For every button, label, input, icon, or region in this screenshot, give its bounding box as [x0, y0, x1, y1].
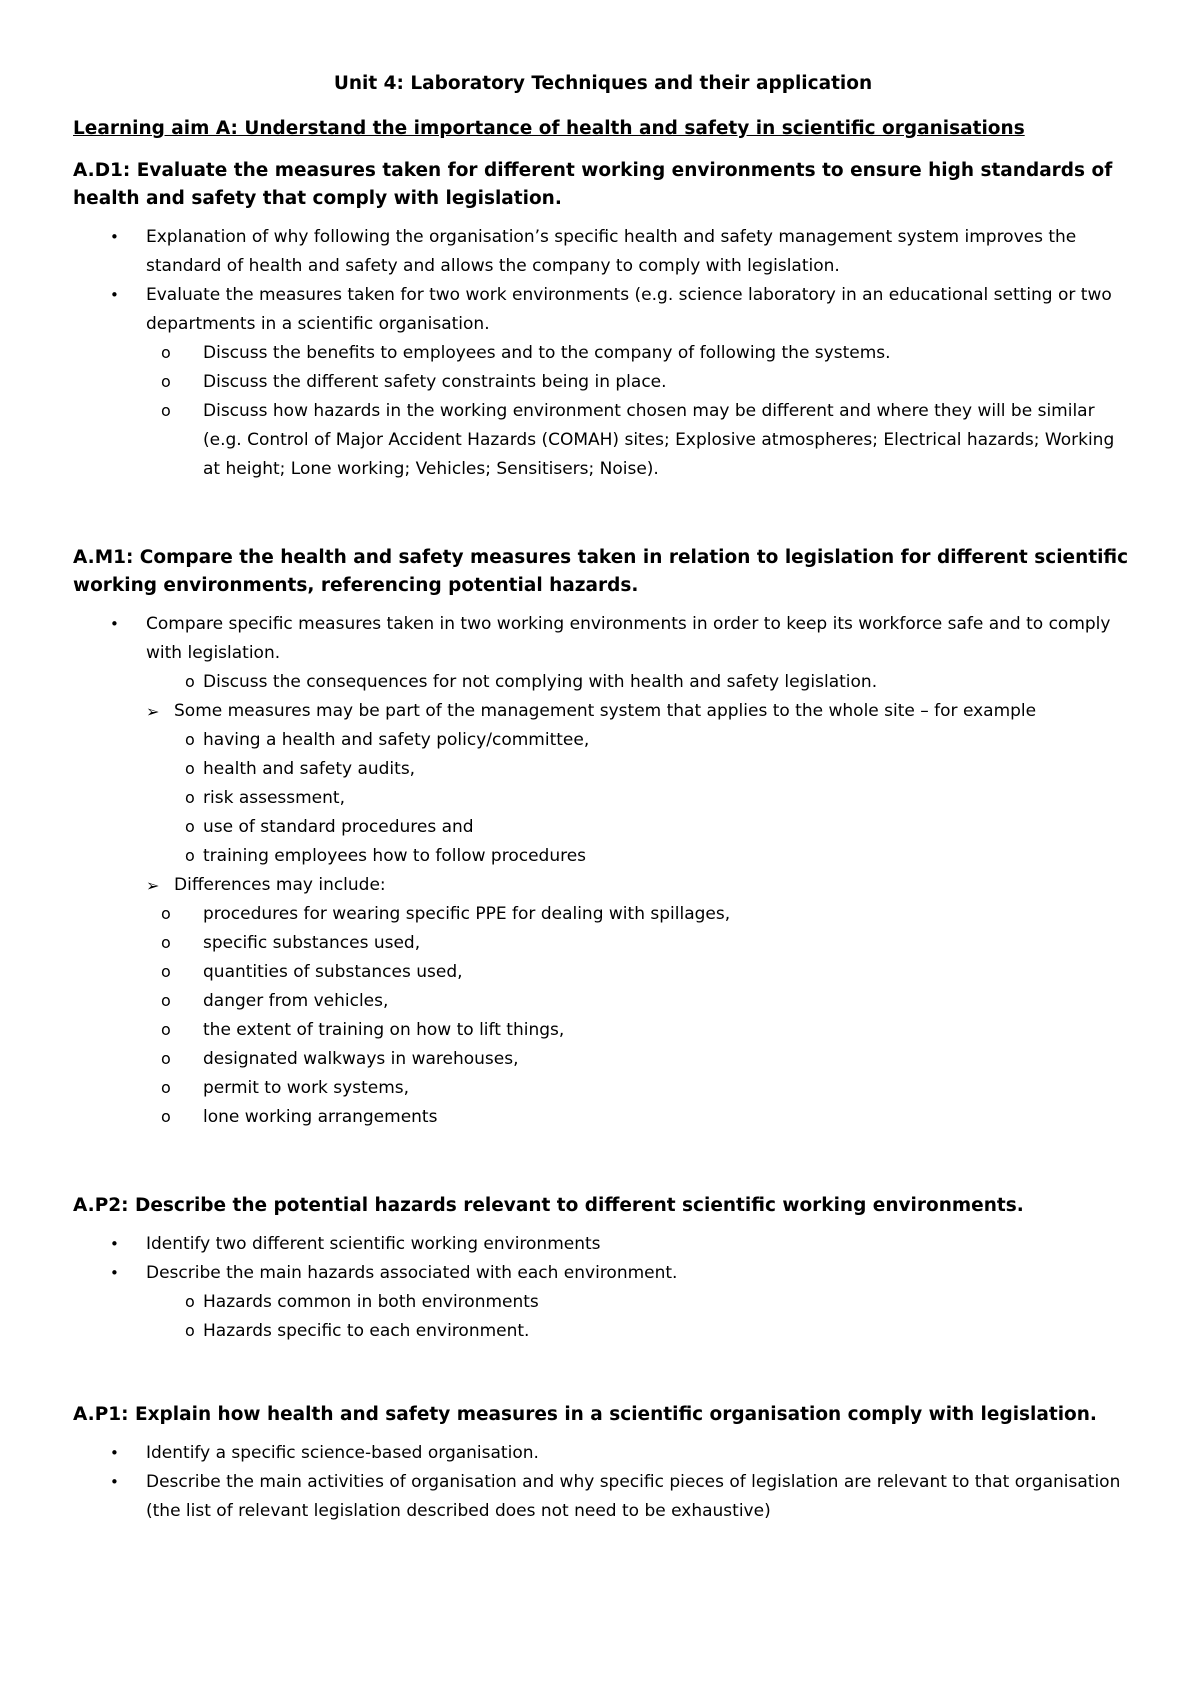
list-item-text: Identify two different scientific working environments	[146, 1234, 601, 1254]
list-item-text: danger from vehicles,	[203, 991, 389, 1011]
bullet-icon: •	[110, 228, 119, 246]
list-item-text: Hazards common in both environments	[203, 1292, 539, 1312]
circle-bullet-icon: o	[185, 672, 195, 691]
list-item	[73, 1468, 1133, 1526]
sub-list-item	[73, 813, 1133, 842]
circle-bullet-icon: o	[161, 991, 171, 1010]
arrow-bullet-icon: ➢	[146, 876, 160, 895]
circle-bullet-icon: o	[161, 1020, 171, 1039]
sub-list-item	[73, 755, 1133, 784]
sub-list-item	[73, 1103, 1133, 1132]
list-item	[73, 281, 1133, 339]
sub-list-item	[73, 1074, 1133, 1103]
list-item-text: Discuss the different safety constraints being in place.	[203, 372, 667, 392]
circle-bullet-icon: o	[185, 817, 195, 836]
criterion-heading-p2: A.P2: Describe the potential hazards relevant to different scientific working environments.	[73, 1195, 1024, 1216]
list-item-text: Discuss the benefits to employees and to the company of following the systems.	[203, 343, 891, 363]
list-item-text: Evaluate the measures taken for two work environments (e.g. science laboratory in an educational setting or two departments in a scientific organisation.	[146, 285, 1112, 334]
sub-list-item	[73, 842, 1133, 871]
circle-bullet-icon: o	[161, 1078, 171, 1097]
criterion-list-d1	[73, 223, 1133, 484]
sub-list-item	[73, 668, 1133, 697]
circle-bullet-icon: o	[185, 846, 195, 865]
sub-list-item	[73, 726, 1133, 755]
list-item-text: use of standard procedures and	[203, 817, 474, 837]
list-item-text: training employees how to follow procedures	[203, 846, 587, 866]
list-item-text: Describe the main hazards associated with each environment.	[146, 1263, 678, 1283]
list-item-text: permit to work systems,	[203, 1078, 410, 1098]
learning-aim-heading: Learning aim A: Understand the importance of health and safety in scientific organisations	[73, 118, 1025, 139]
list-item-text: the extent of training on how to lift things,	[203, 1020, 565, 1040]
circle-bullet-icon: o	[161, 1107, 171, 1126]
list-item	[73, 610, 1133, 668]
sub-list-item	[73, 1016, 1133, 1045]
sub-list-item	[73, 987, 1133, 1016]
list-item-text: Discuss the consequences for not complying with health and safety legislation.	[203, 672, 878, 692]
bullet-icon: •	[110, 1444, 119, 1462]
circle-bullet-icon: o	[185, 788, 195, 807]
sub-list-item	[73, 900, 1133, 929]
criterion-list-p2	[73, 1230, 1133, 1346]
sub-list-item	[73, 784, 1133, 813]
bullet-icon: •	[110, 1264, 119, 1282]
list-item-text: risk assessment,	[203, 788, 345, 808]
arrow-list-item	[73, 697, 1133, 726]
circle-bullet-icon: o	[161, 343, 171, 362]
list-item-text: Discuss how hazards in the working environment chosen may be different and where they will be similar (e.g. Control of Major Accident Hazards (COMAH) sites; Explosive atmospheres; Electrical hazards; Working at height; Lone working; Vehicles; Sensitisers; Noise).	[203, 401, 1115, 479]
list-item-text: having a health and safety policy/committee,	[203, 730, 590, 750]
list-item-text: Differences may include:	[174, 875, 386, 895]
bullet-icon: •	[110, 1235, 119, 1253]
criterion-heading-d1: A.D1: Evaluate the measures taken for different working environments to ensure high standards of health and safety that comply with legislation.	[73, 160, 1113, 209]
list-item-text: procedures for wearing specific PPE for dealing with spillages,	[203, 904, 731, 924]
list-item-text: Some measures may be part of the management system that applies to the whole site – for example	[174, 701, 1037, 721]
list-item-text: quantities of substances used,	[203, 962, 463, 982]
list-item-text: Hazards specific to each environment.	[203, 1321, 530, 1341]
sub-list-item	[73, 1288, 1133, 1317]
circle-bullet-icon: o	[161, 401, 171, 420]
arrow-list-item	[73, 871, 1133, 900]
circle-bullet-icon: o	[185, 730, 195, 749]
sub-list-item	[73, 958, 1133, 987]
list-item	[73, 1230, 1133, 1259]
circle-bullet-icon: o	[185, 1292, 195, 1311]
list-item-text: Compare specific measures taken in two working environments in order to keep its workforce safe and to comply with legislation.	[146, 614, 1111, 663]
list-item-text: Explanation of why following the organisation’s specific health and safety management system improves the standard of health and safety and allows the company to comply with legislation.	[146, 227, 1077, 276]
list-item-text: health and safety audits,	[203, 759, 416, 779]
list-item-text: specific substances used,	[203, 933, 421, 953]
document-page	[73, 70, 1133, 1526]
criterion-list-p1	[73, 1439, 1133, 1526]
criterion-heading-p1: A.P1: Explain how health and safety measures in a scientific organisation comply with legislation.	[73, 1404, 1097, 1425]
list-item-text: Describe the main activities of organisation and why specific pieces of legislation are relevant to that organisation (the list of relevant legislation described does not need to be exhaustive)	[146, 1472, 1121, 1521]
criterion-list-m1	[73, 610, 1133, 1132]
list-item	[73, 1259, 1133, 1288]
circle-bullet-icon: o	[185, 759, 195, 778]
circle-bullet-icon: o	[161, 372, 171, 391]
bullet-icon: •	[110, 286, 119, 304]
circle-bullet-icon: o	[161, 962, 171, 981]
circle-bullet-icon: o	[161, 904, 171, 923]
circle-bullet-icon: o	[185, 1321, 195, 1340]
bullet-icon: •	[110, 1473, 119, 1491]
list-item-text: lone working arrangements	[203, 1107, 438, 1127]
document-title: Unit 4: Laboratory Techniques and their application	[333, 73, 873, 94]
sub-list-item	[73, 397, 1133, 484]
sub-list-item	[73, 1045, 1133, 1074]
sub-list-item	[73, 1317, 1133, 1346]
bullet-icon: •	[110, 615, 119, 633]
sub-list-item	[73, 929, 1133, 958]
circle-bullet-icon: o	[161, 933, 171, 952]
sub-list-item	[73, 339, 1133, 368]
arrow-bullet-icon: ➢	[146, 702, 160, 721]
list-item	[73, 223, 1133, 281]
list-item	[73, 1439, 1133, 1468]
criterion-heading-m1: A.M1: Compare the health and safety measures taken in relation to legislation for different scientific working environments, referencing potential hazards.	[73, 547, 1129, 596]
sub-list-item	[73, 368, 1133, 397]
list-item-text: designated walkways in warehouses,	[203, 1049, 519, 1069]
list-item-text: Identify a specific science-based organisation.	[146, 1443, 539, 1463]
circle-bullet-icon: o	[161, 1049, 171, 1068]
